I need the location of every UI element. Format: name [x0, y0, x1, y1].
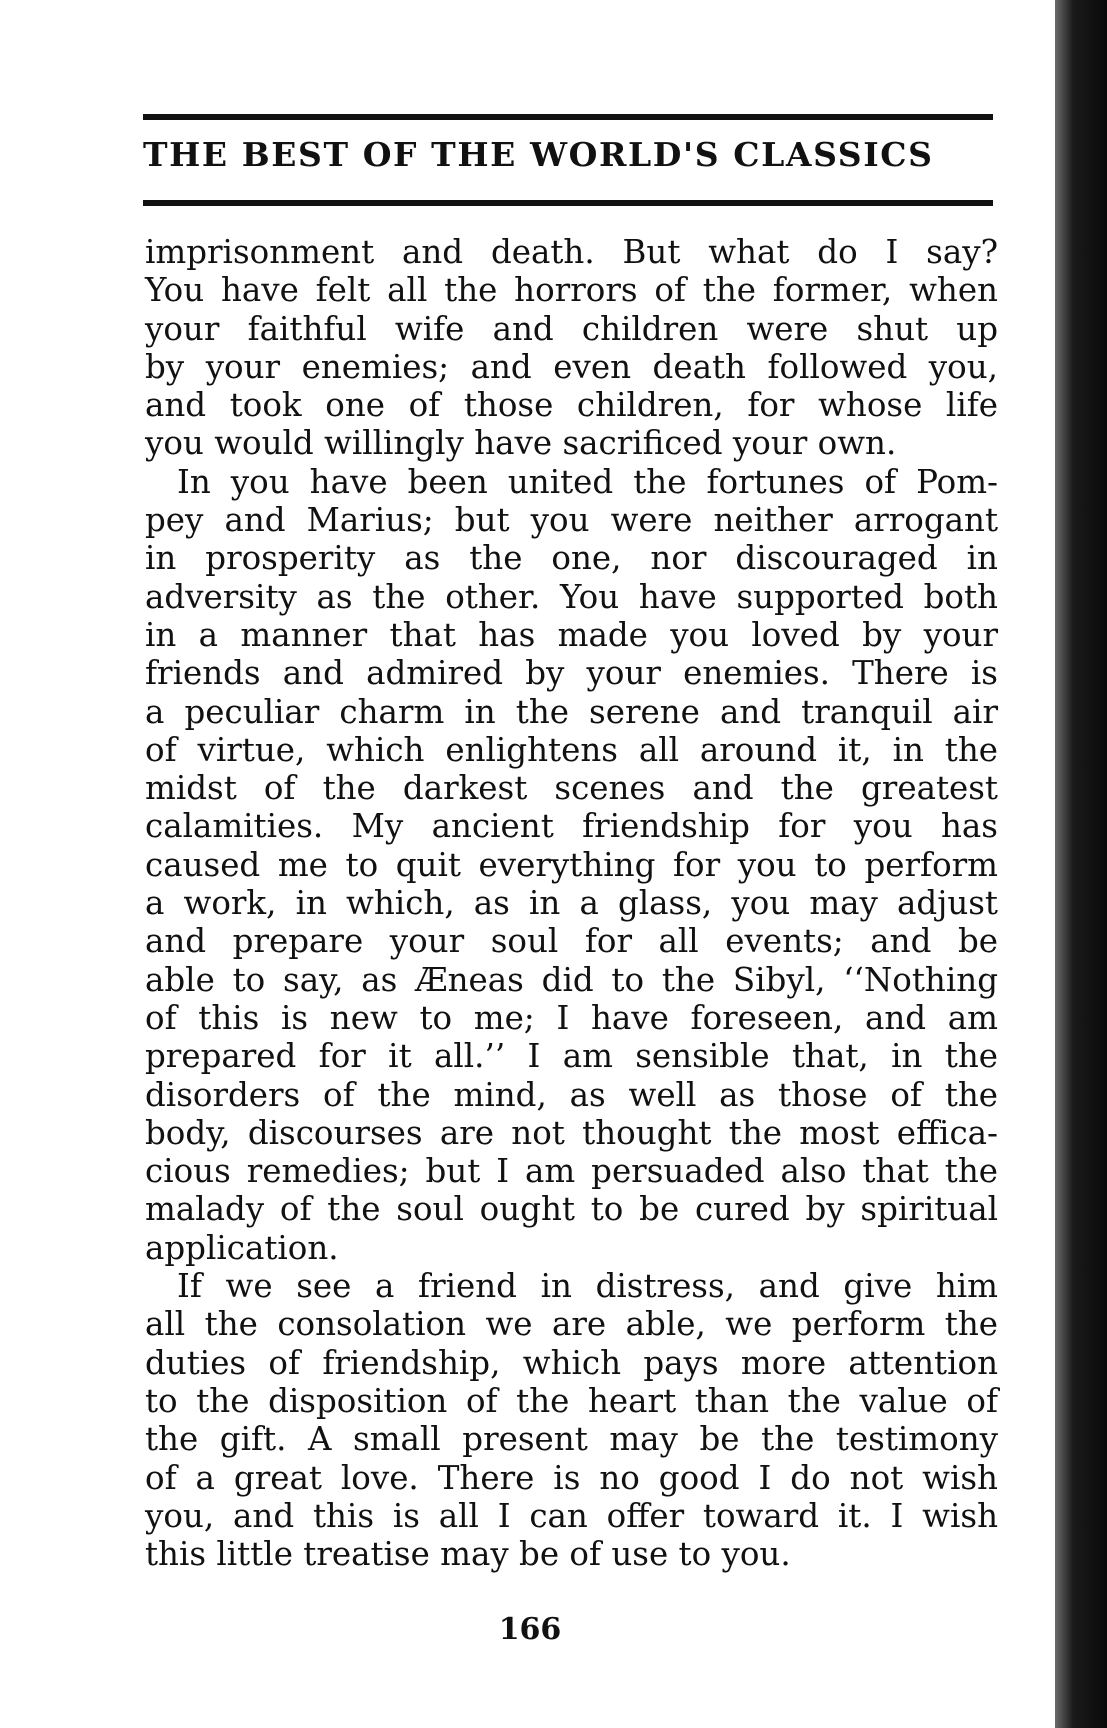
text-line: body, discourses are not thought the most effica-: [145, 1113, 998, 1152]
text-line: and took one of those children, for whose life: [145, 386, 998, 425]
text-line: in a manner that has made you loved by your: [145, 615, 998, 654]
text-line: midst of the darkest scenes and the greatest: [145, 769, 998, 808]
page-number: 166: [498, 1612, 562, 1647]
text-line: duties of friendship, which pays more attention: [145, 1343, 998, 1382]
text-line: you would willingly have sacrificed your own.: [145, 424, 897, 463]
text-line: disorders of the mind, as well as those of the: [145, 1075, 998, 1114]
text-line: able to say, as Æneas did to the Sibyl, ‘‘Nothing: [145, 960, 998, 999]
text-line: malady of the soul ought to be cured by spiritual: [145, 1190, 998, 1229]
text-line: the gift. A small present may be the testimony: [145, 1420, 998, 1459]
text-line: and prepare your soul for all events; and be: [145, 922, 998, 961]
body-text: [145, 233, 998, 1573]
text-line: all the consolation we are able, we perform the: [145, 1305, 998, 1344]
paragraph: [145, 233, 998, 463]
text-line: application.: [145, 1228, 339, 1267]
text-line: of this is new to me; I have foreseen, and am: [145, 998, 998, 1037]
text-line: You have felt all the horrors of the former, when: [145, 271, 998, 310]
text-line: of a great love. There is no good I do not wish: [145, 1458, 998, 1497]
text-line: your faithful wife and children were shut up: [145, 309, 998, 348]
text-line: you, and this is all I can offer toward it. I wish: [145, 1496, 998, 1535]
text-line: pey and Marius; but you were neither arrogant: [145, 501, 998, 540]
text-line: a peculiar charm in the serene and tranquil air: [145, 692, 998, 731]
text-line: friends and admired by your enemies. There is: [145, 654, 998, 693]
binding-gutter-shadow: [1055, 0, 1107, 1728]
running-head: THE BEST OF THE WORLD'S CLASSICS: [143, 135, 934, 174]
paragraph: [145, 1267, 998, 1573]
text-line: by your enemies; and even death followed you,: [145, 347, 998, 386]
text-line: If we see a friend in distress, and give him: [177, 1267, 998, 1306]
header-rule-top: [143, 114, 993, 120]
header-rule-bottom: [143, 200, 993, 206]
text-line: In you have been united the fortunes of Pom-: [177, 462, 998, 501]
text-line: cious remedies; but I am persuaded also that the: [145, 1152, 998, 1191]
text-line: prepared for it all.’’ I am sensible that, in the: [145, 1037, 998, 1076]
text-line: in prosperity as the one, nor discouraged in: [145, 539, 998, 578]
text-line: calamities. My ancient friendship for you has: [145, 807, 998, 846]
text-line: a work, in which, as in a glass, you may adjust: [145, 884, 998, 923]
text-line: this little treatise may be of use to you.: [145, 1535, 791, 1574]
text-line: imprisonment and death. But what do I say?: [145, 233, 998, 271]
text-line: adversity as the other. You have supported both: [145, 577, 998, 616]
text-line: of virtue, which enlightens all around it, in the: [145, 730, 998, 769]
paragraph: [145, 463, 998, 1267]
text-line: to the disposition of the heart than the value of: [145, 1381, 998, 1420]
text-line: caused me to quit everything for you to perform: [145, 845, 998, 884]
